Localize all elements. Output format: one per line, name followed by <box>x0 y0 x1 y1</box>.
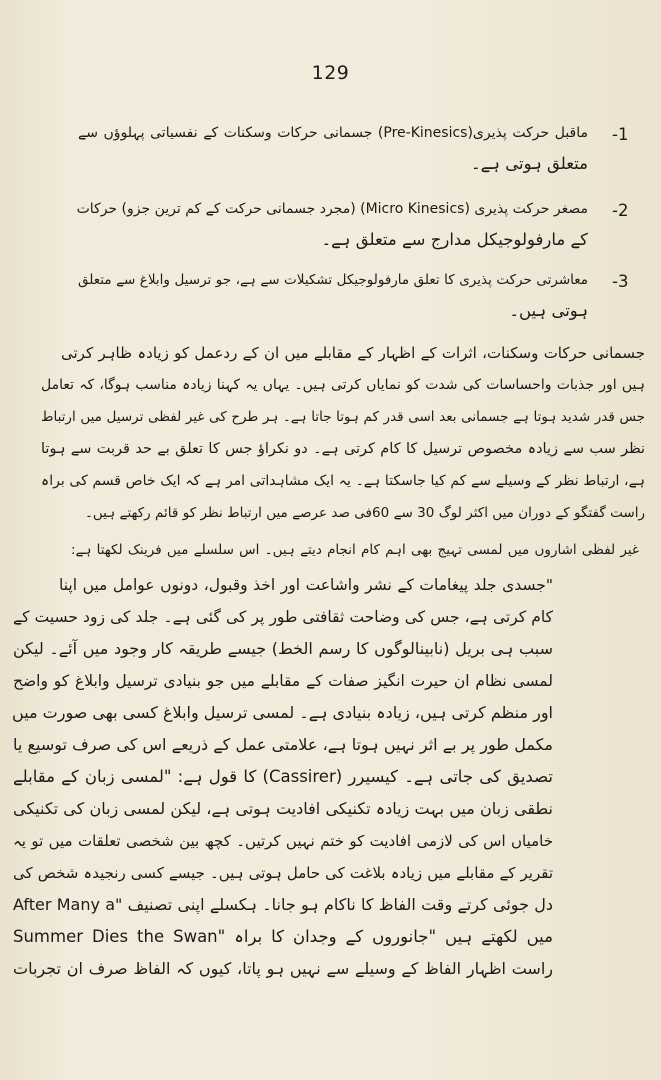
quote-line: مکمل طور پر بے اثر نہیں ہوتا ہے، علامتی عمل کے ذریعے اس کی صرف توسیع یا <box>13 735 553 754</box>
list-item-text: معاشرتی حرکت پذیری کا تعلق مارفولوجیکل تشکیلات سے ہے، جو ترسیل وابلاغ سے متعلق <box>78 272 588 288</box>
quote-line: دل جوئی کرتے وقت الفاظ کا ناکام ہو جانا۔ ہکسلے اپنی تصنیف "After Many a <box>13 895 553 914</box>
list-item-number: -1 <box>612 125 629 144</box>
list-item-number: -3 <box>612 272 629 291</box>
body-line: جسمانی حرکات وسکنات، اثرات کے اظہار کے مقابلے میں ان کے ردعمل کو زیادہ ظاہر کرتی <box>61 344 645 362</box>
list-item-text: ماقبل حرکت پذیری(Pre-Kinesics) جسمانی حرکات وسکنات کے نفسیاتی پہلوؤں سے <box>78 125 588 141</box>
quote-line: تقریر کے مقابلے میں زیادہ بلاغت کی حامل ہوتی ہیں۔ جیسے کسی رنجیدہ شخص کی <box>13 864 553 882</box>
quote-line: Summer Dies the Swan" میں لکھتے ہیں "جانوروں کے وجدان کا براہ <box>13 927 553 946</box>
body-line: راست گفتگو کے دوران میں اکثر لوگ 30 سے 60فی صد عرصے میں ارتباط نظر کو قائم رکھتے ہیں۔ <box>85 505 645 521</box>
quote-line: راست اظہار الفاظ کے وسیلے سے نہیں ہو پاتا، کیوں کہ الفاظ صرف ان تجربات <box>13 959 553 978</box>
page-number: 129 <box>311 62 350 84</box>
quote-line: کام کرتی ہے، جس کی وضاحت ثقافتی طور پر کی گئی ہے۔ جلد کی زود حسیت کے <box>13 608 553 626</box>
body-line: غیر لفظی اشاروں میں لمسی تہیج بھی اہم کام انجام دیتے ہیں۔ اس سلسلے میں فرینک لکھتا ہے: <box>71 542 639 558</box>
body-line: نظر سب سے زیادہ مخصوص ترسیل کا کام کرتی ہے۔ دو نکراؤ جس کا تعلق بے حد قربت سے ہوتا <box>41 441 645 457</box>
list-item-number: -2 <box>612 201 629 220</box>
quote-line: لمسی نظام ان حیرت انگیز صفات کے مقابلے میں جو بنیادی ترسیل وابلاغ کو واضح <box>13 672 553 690</box>
quote-line: سبب ہی بریل (نابینالوگوں کا رسم الخط) جیسے طریقہ کار وجود میں آئے۔ لیکن <box>13 639 553 658</box>
quote-line: اور منظم کرتی ہیں، زیادہ بنیادی ہے۔ لمسی ترسیل وابلاغ کسی بھی صورت میں <box>12 703 553 722</box>
list-item-text: ہوتی ہیں۔ <box>509 301 588 320</box>
body-line: جس قدر شدید ہوتا ہے جسمانی بعد اسی قدر کم ہوتا جاتا ہے۔ ہر طرح کی غیر لفظی ترسیل میں ارتباط <box>41 409 645 425</box>
list-item-text: مصغر حرکت پذیری (Micro Kinesics) (مجرد جسمانی حرکت کے کم ترین جزو) حرکات <box>76 201 588 217</box>
list-item-text: متعلق ہوتی ہے۔ <box>470 154 588 173</box>
body-line: ہیں اور جذبات واحساسات کی شدت کو نمایاں کرتی ہیں۔ یہاں یہ کہنا زیادہ مناسب ہوگا، کہ تعامل <box>41 377 645 393</box>
list-item-text: کے مارفولوجیکل مدارج سے متعلق ہے۔ <box>321 230 588 249</box>
quote-line: "جسدی جلد پیغامات کے نشر واشاعت اور اخذ وقبول، دونوں عوامل میں اپنا <box>59 576 553 594</box>
quote-line: تصدیق کی جاتی ہے۔ کیسیرر (Cassirer) کا قول ہے: "لمسی زبان کے مقابلے <box>13 767 553 786</box>
quote-line: نطقی زبان میں بہت زیادہ تکنیکی افادیت ہوتی ہے، لیکن لمسی زبان کی تکنیکی <box>13 799 553 818</box>
body-line: ہے، ارتباط نظر کے وسیلے سے کم کیا جاسکتا ہے۔ یہ ایک مشاہداتی امر ہے کہ ایک خاص قسم کی براہ <box>41 473 645 489</box>
quote-line: خامیاں اس کی لازمی افادیت کو ختم نہیں کرتیں۔ کچھ بین شخصی تعلقات میں تو یہ <box>13 832 553 850</box>
